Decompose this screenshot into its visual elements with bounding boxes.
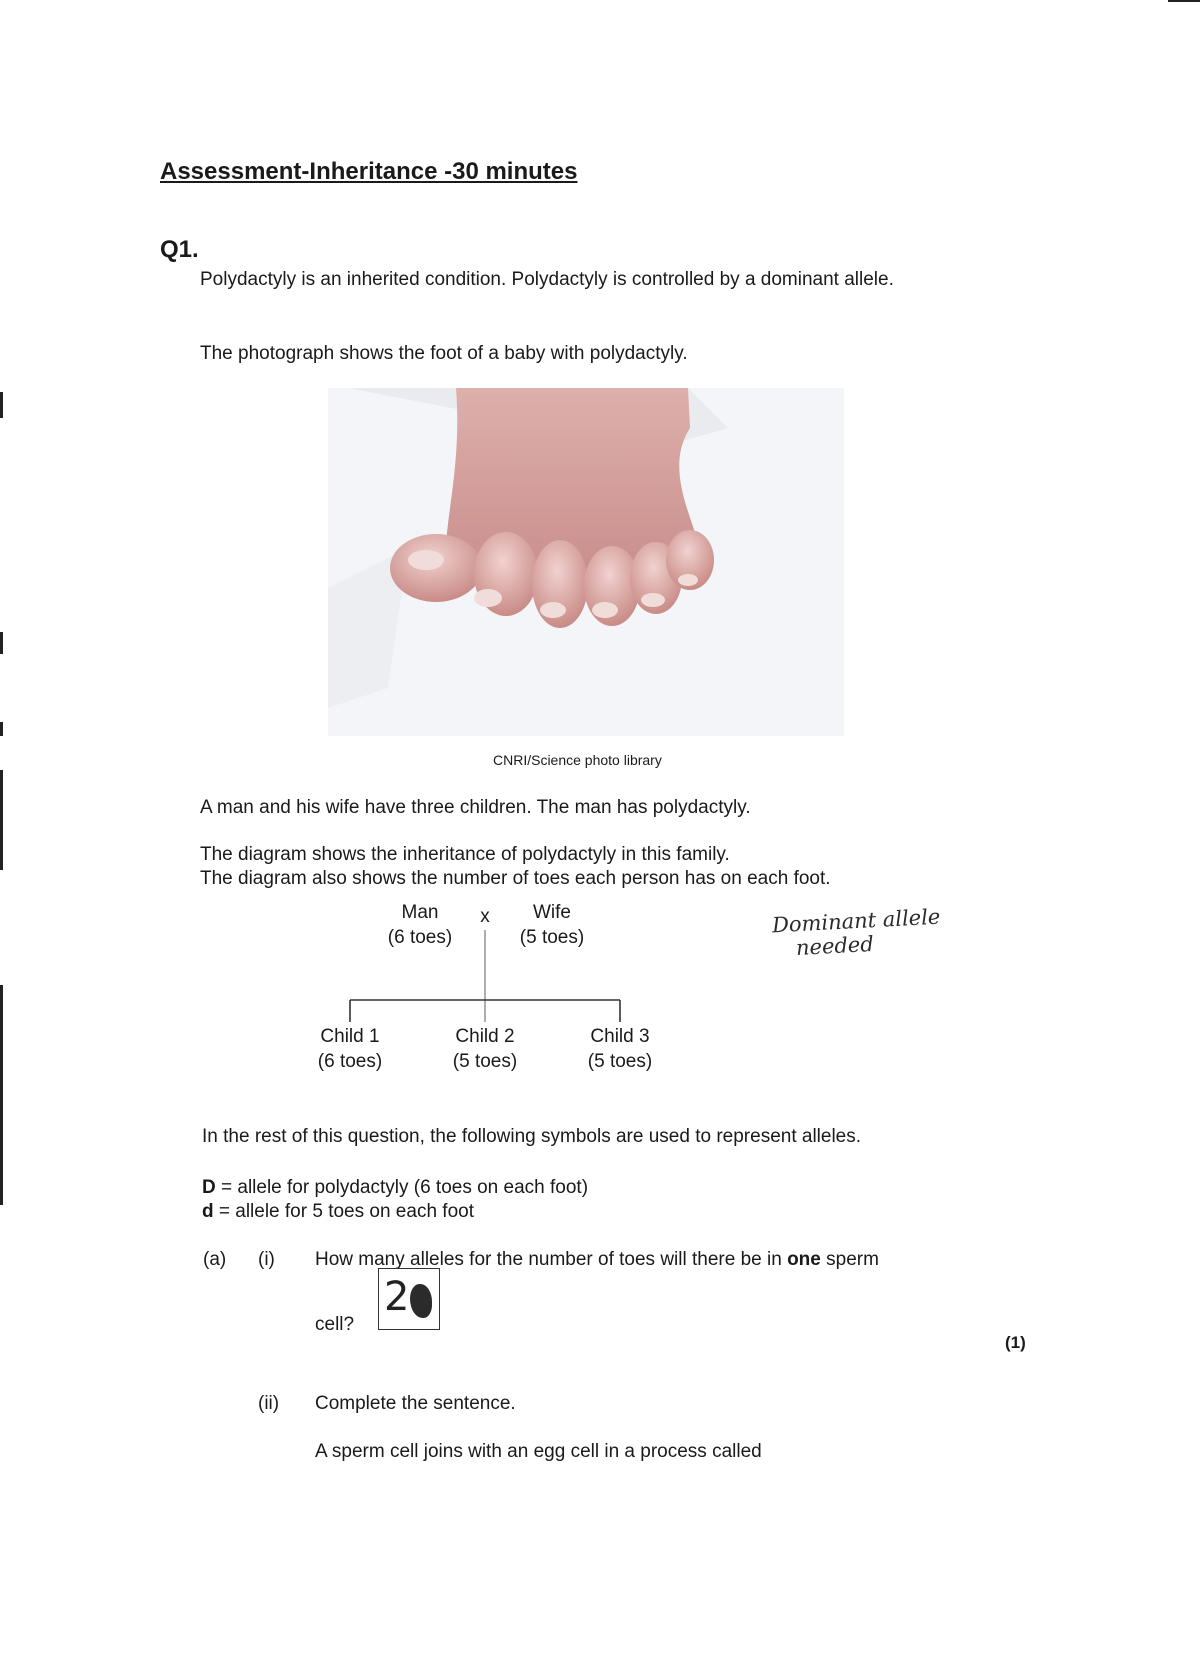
child-1-toes: (6 toes) xyxy=(317,1051,383,1072)
child-2-label: Child 2 xyxy=(455,1026,515,1047)
part-a-ii-label: (ii) xyxy=(258,1393,280,1414)
question-emphasis: one xyxy=(787,1249,821,1270)
question-text: How many alleles for the number of toes will there be in xyxy=(315,1249,788,1270)
symbol-d-text: = allele for 5 toes on each foot xyxy=(213,1201,474,1222)
scan-edge-mark xyxy=(0,392,3,418)
family-description: A man and his wife have three children. The man has polydactyly. xyxy=(200,797,751,818)
symbol-definition-D xyxy=(202,1175,588,1200)
part-a-ii-sentence: A sperm cell joins with an egg cell in a process called xyxy=(315,1441,762,1462)
photo-intro-text: The photograph shows the foot of a baby with polydactyly. xyxy=(200,343,688,364)
inheritance-diagram xyxy=(300,900,700,1100)
symbols-intro: In the rest of this question, the following symbols are used to represent alleles. xyxy=(202,1126,862,1147)
part-a-i-continuation: cell? xyxy=(315,1314,355,1335)
part-a-i-label: (i) xyxy=(258,1249,275,1270)
scan-edge-mark xyxy=(0,985,3,1205)
wife-label: Wife xyxy=(533,902,571,923)
handwritten-note-line-2: needed xyxy=(795,931,875,961)
man-label: Man xyxy=(401,902,439,923)
wife-node xyxy=(502,900,602,950)
diagram-description-toes: The diagram also shows the number of toes each person has on each foot. xyxy=(200,868,831,889)
symbol-D: D xyxy=(202,1177,216,1198)
child-3-node xyxy=(575,1024,665,1074)
part-a-ii-instruction: Complete the sentence. xyxy=(315,1393,516,1414)
scan-edge-mark xyxy=(0,722,3,736)
wife-toes: (5 toes) xyxy=(519,927,585,948)
symbol-D-text: = allele for polydactyly (6 toes on each foot) xyxy=(215,1177,589,1198)
question-text-end: sperm xyxy=(820,1249,879,1270)
cross-symbol: x xyxy=(480,906,490,927)
foot-illustration xyxy=(328,388,844,736)
handwritten-note-line-1: Dominant allele xyxy=(771,904,941,938)
man-toes: (6 toes) xyxy=(387,927,453,948)
diagram-description: The diagram shows the inheritance of polydactyly in this family. xyxy=(200,844,730,865)
scan-edge-mark xyxy=(1168,0,1200,2)
child-3-label: Child 3 xyxy=(590,1026,650,1047)
symbol-definition-d xyxy=(202,1199,474,1224)
scan-edge-mark xyxy=(0,770,3,870)
man-node xyxy=(370,900,470,950)
part-a-label: (a) xyxy=(203,1249,227,1270)
question-number: Q1. xyxy=(160,236,199,263)
scan-edge-mark xyxy=(0,632,3,654)
handwritten-answer: 2 xyxy=(384,1274,410,1320)
intro-paragraph: Polydactyly is an inherited condition. Polydactyly is controlled by a dominant allele. xyxy=(200,269,894,290)
child-2-node xyxy=(440,1024,530,1074)
child-1-node xyxy=(305,1024,395,1074)
child-3-toes: (5 toes) xyxy=(587,1051,653,1072)
child-2-toes: (5 toes) xyxy=(452,1051,518,1072)
photo-credit: CNRI/Science photo library xyxy=(493,752,662,768)
symbol-d: d xyxy=(202,1201,214,1222)
child-1-label: Child 1 xyxy=(320,1026,380,1047)
foot-photograph xyxy=(328,388,844,736)
page-title: Assessment-Inheritance -30 minutes xyxy=(160,158,578,185)
marks-indicator: (1) xyxy=(1005,1333,1026,1352)
scribbled-out-mark xyxy=(410,1284,432,1318)
